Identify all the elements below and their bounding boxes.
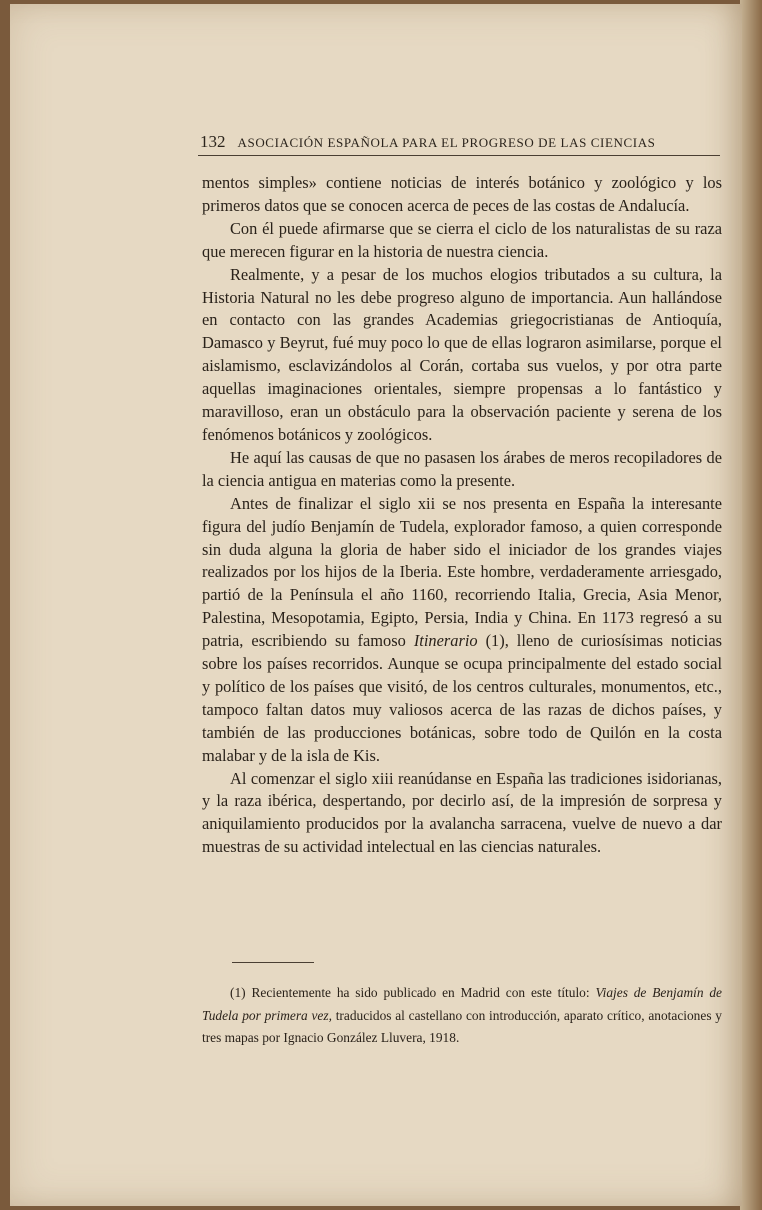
paragraph-text: Antes de finalizar el siglo xii se nos presenta en España la interesante figura del judío Benjamín de Tudela, explorador famoso, a quien corresponde sin duda alguna la gloria de haber sido el iniciador de los grandes viajes realizados por los hijos de la Iberia. Este hombre, verdaderamente arriesgado, partió de la Península el año 1160, recorriendo Italia, Grecia, Asia Menor, Palestina, Mesopotamia, Egipto, Persia, India y China. En 1173 regresó a su patria, escribiendo su famoso: [202, 493, 722, 651]
paragraph: Al comenzar el siglo xiii reanúdanse en España las tradiciones isidorianas, y la raza ibérica, despertando, por decirlo así, de la impresión de sorpresa y aniquilamiento producidos por la avalancha sarracena, vuelve de nuevo a dar muestras de su actividad intelectual en las ciencias naturales.: [202, 768, 722, 857]
paragraph-text: (1), lleno de curiosísimas noticias sobre los países recorridos. Aunque se ocupa principalmente del estado social y político de los países que visitó, de los centros culturales, monumentos, etc., tampoco faltan datos muy valiosos acerca de las razas de dichos países, y también de las producciones botánicas, sobre todo de Quilón en la costa malabar y de la isla de Kis.: [202, 631, 722, 765]
footnote: [202, 982, 722, 1050]
body-text: [202, 172, 722, 859]
footnote-text: traducidos al castellano con introducción, aparato crítico, anotaciones y tres mapas por Ignacio González Lluvera, 1918.: [202, 1007, 722, 1045]
paragraph: Con él puede afirmarse que se cierra el ciclo de los naturalistas de su raza que merecen figurar en la historia de nuestra ciencia.: [202, 218, 722, 261]
paragraph: He aquí las causas de que no pasasen los árabes de meros recopiladores de la ciencia antigua en materias como la presente.: [202, 447, 722, 490]
italic-title: Itinerario: [413, 631, 478, 651]
paragraph: mentos simples» contiene noticias de interés botánico y zoológico y los primeros datos que se conocen acerca de peces de las costas de Andalucía.: [202, 173, 722, 215]
page-number: 132: [200, 132, 226, 151]
header-rule: [198, 155, 720, 156]
footnote-text: (1) Recientemente ha sido publicado en Madrid con este título:: [230, 985, 596, 1000]
paragraph: [202, 493, 722, 768]
footnote-italic-title: Viajes de Benjamín de Tudela por primera vez,: [202, 985, 722, 1023]
running-title: ASOCIACIÓN ESPAÑOLA PARA EL PROGRESO DE LAS CIENCIAS: [237, 135, 656, 150]
paragraph: Realmente, y a pesar de los muchos elogios tributados a su cultura, la Historia Natural no les debe progreso alguno de importancia. Aun hallándose en contacto con las grandes Academias griegocristianas de Antioquía, Damasco y Beyrut, fué muy poco lo que de ellas lograron asimilarse, porque el aislamismo, esclavizándolos al Corán, cortaba sus vuelos, y por otra parte aquellas imaginaciones orientales, siempre propensas a lo fantástico y maravilloso, eran un obstáculo para la observación paciente y serena de los fenómenos botánicos y zoológicos.: [202, 264, 722, 444]
footnote-rule: [232, 962, 314, 963]
running-header: [200, 132, 720, 152]
book-spine-edge: [740, 0, 762, 1210]
